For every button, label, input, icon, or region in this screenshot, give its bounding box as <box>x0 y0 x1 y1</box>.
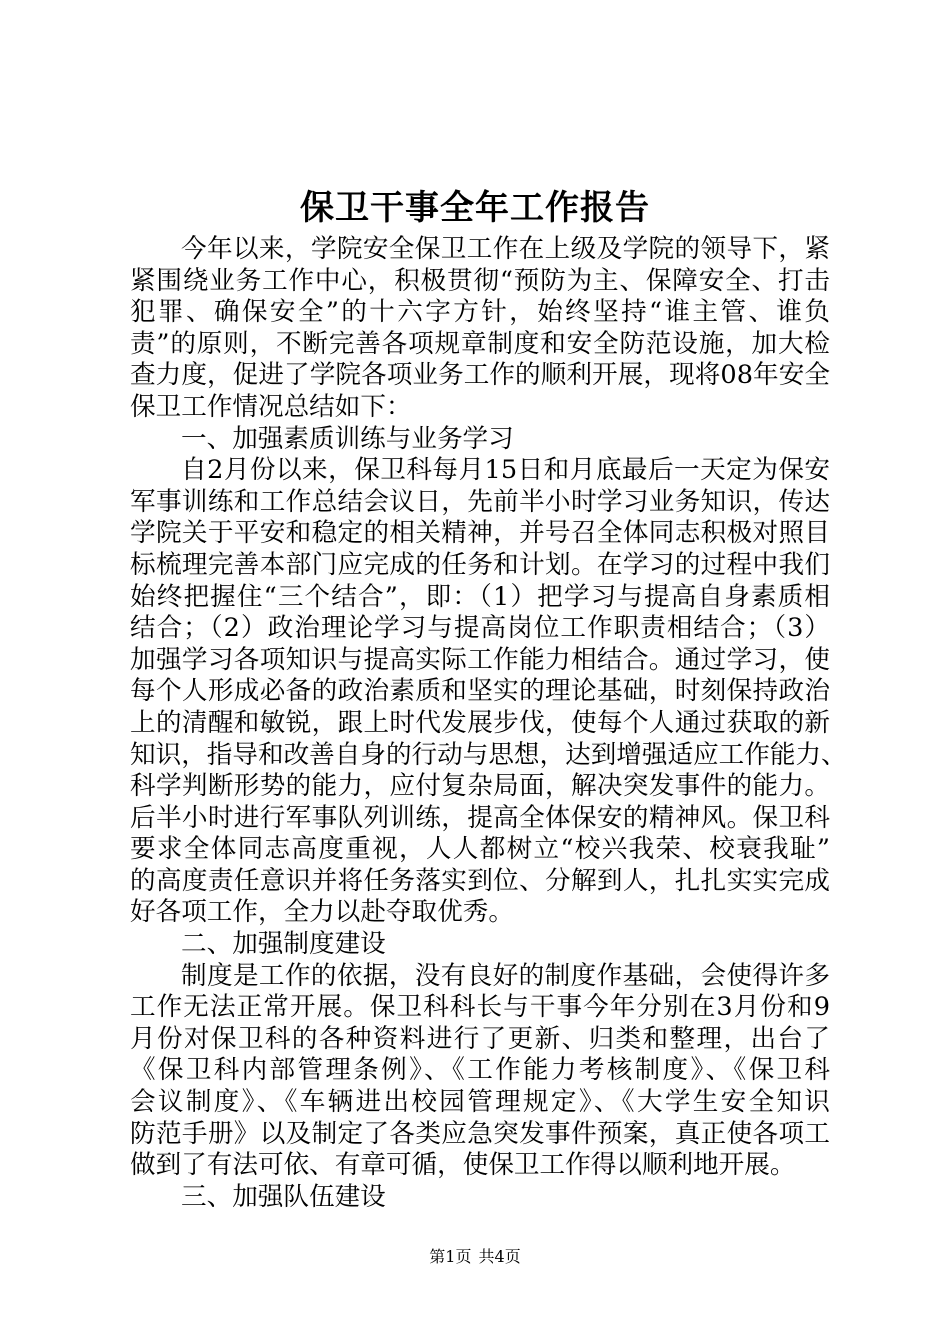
paragraph-line: 知识，指导和改善自身的行动与思想，达到增强适应工作能力、 <box>130 739 847 770</box>
page-total: 共4页 <box>478 1247 521 1266</box>
document-body <box>130 234 847 1213</box>
paragraph-line: 防范手册》以及制定了各类应急突发事件预案，真正使各项工 <box>130 1118 830 1149</box>
paragraph-line: 每个人形成必备的政治素质和坚实的理论基础，时刻保持政治 <box>130 676 830 707</box>
paragraph-line: 标梳理完善本部门应完成的任务和计划。在学习的过程中我们 <box>130 549 830 580</box>
paragraph-line: 学院关于平安和稳定的相关精神，并号召全体同志积极对照目 <box>130 518 830 549</box>
paragraph-line: 会议制度》、《车辆进出校园管理规定》、《大学生安全知识 <box>130 1087 830 1118</box>
page-number: 第1页 <box>429 1247 472 1266</box>
paragraph-line: 工作无法正常开展。保卫科科长与干事今年分别在3月份和9 <box>130 992 830 1023</box>
paragraph-line: 上的清醒和敏锐，跟上时代发展步伐，使每个人通过获取的新 <box>130 707 830 738</box>
paragraph-line: 《保卫科内部管理条例》、《工作能力考核制度》、《保卫科 <box>130 1055 830 1086</box>
paragraph-line: 科学判断形势的能力，应付复杂局面，解决突发事件的能力。 <box>130 771 830 802</box>
paragraph-line: 军事训练和工作总结会议日，先前半小时学习业务知识，传达 <box>130 486 830 517</box>
section-heading: 一、加强素质训练与业务学习 <box>181 423 514 454</box>
paragraph-line: 保卫工作情况总结如下： <box>130 391 412 422</box>
section-heading: 二、加强制度建设 <box>181 929 386 960</box>
paragraph-line: 加强学习各项知识与提高实际工作能力相结合。通过学习，使 <box>130 644 830 675</box>
page-footer <box>0 1246 950 1268</box>
document-title: 保卫干事全年工作报告 <box>300 188 650 228</box>
paragraph-line: 制度是工作的依据，没有良好的制度作基础，会使得许多 <box>181 960 830 991</box>
paragraph-line: 结合；（2）政治理论学习与提高岗位工作职责相结合；（3） <box>130 613 830 644</box>
paragraph-line: 今年以来，学院安全保卫工作在上级及学院的领导下，紧 <box>181 234 830 264</box>
paragraph-line: 责”的原则，不断完善各项规章制度和安全防范设施，加大检 <box>130 328 830 359</box>
paragraph-line: 做到了有法可依、有章可循，使保卫工作得以顺利地开展。 <box>130 1150 796 1181</box>
section-heading: 三、加强队伍建设 <box>181 1181 386 1212</box>
paragraph-line: 的高度责任意识并将任务落实到位、分解到人，扎扎实实完成 <box>130 865 830 896</box>
paragraph-line: 始终把握住“三个结合”，即：（1）把学习与提高自身素质相 <box>130 581 830 612</box>
paragraph-line: 好各项工作，全力以赴夺取优秀。 <box>130 897 514 928</box>
paragraph-line: 自2月份以来，保卫科每月15日和月底最后一天定为保安 <box>181 455 830 486</box>
paragraph-line: 后半小时进行军事队列训练，提高全体保安的精神风。保卫科 <box>130 802 830 833</box>
paragraph-line: 月份对保卫科的各种资料进行了更新、归类和整理，出台了 <box>130 1023 830 1054</box>
paragraph-line: 紧围绕业务工作中心，积极贯彻“预防为主、保障安全、打击 <box>130 265 830 296</box>
paragraph-line: 犯罪、确保安全”的十六字方针，始终坚持“谁主管、谁负 <box>130 297 830 328</box>
paragraph-line: 查力度，促进了学院各项业务工作的顺利开展，现将08年安全 <box>130 360 830 391</box>
paragraph-line: 要求全体同志高度重视，人人都树立“校兴我荣、校衰我耻” <box>130 834 830 865</box>
